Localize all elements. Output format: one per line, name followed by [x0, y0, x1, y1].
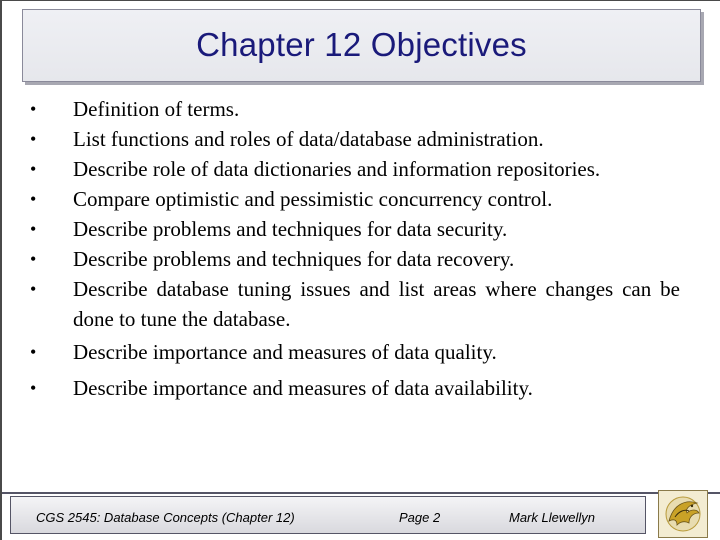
objective-text: Describe role of data dictionaries and information repositories. — [73, 157, 601, 181]
list-item — [30, 337, 680, 367]
objective-text: Describe importance and measures of data availability. — [73, 376, 533, 400]
list-item — [30, 373, 680, 403]
bullet: • — [30, 129, 37, 149]
objective-list — [30, 94, 680, 403]
list-item — [30, 274, 680, 334]
footer-author: Mark Llewellyn — [509, 510, 595, 525]
bullet: • — [30, 378, 37, 398]
objective-text: Describe problems and techniques for data security. — [73, 217, 508, 241]
bullet: • — [30, 342, 37, 362]
list-item — [30, 154, 680, 184]
slide-title: Chapter 12 Objectives — [196, 26, 527, 63]
title-box — [22, 9, 701, 82]
list-item — [30, 94, 680, 124]
objective-text: Describe database tuning issues and list areas where changes can be done to tune the database. — [73, 277, 680, 331]
objective-text: Compare optimistic and pessimistic concurrency control. — [73, 187, 553, 211]
objective-text: Describe importance and measures of data quality. — [73, 340, 497, 364]
ucf-pegasus-logo-icon — [658, 490, 708, 538]
logo-graphic — [659, 491, 707, 537]
footer-rule — [2, 492, 720, 494]
list-item — [30, 214, 680, 244]
bullet: • — [30, 249, 37, 269]
objective-text: Describe problems and techniques for data recovery. — [73, 247, 515, 271]
bullet: • — [30, 189, 37, 209]
bullet: • — [30, 159, 37, 179]
list-item — [30, 124, 680, 154]
bullet: • — [30, 219, 37, 239]
footer-course: CGS 2545: Database Concepts (Chapter 12) — [36, 510, 295, 525]
bullet: • — [30, 279, 37, 299]
list-item — [30, 244, 680, 274]
footer-bar — [10, 496, 646, 534]
list-item — [30, 184, 680, 214]
footer-page-number: Page 2 — [399, 510, 441, 525]
bullet: • — [30, 99, 37, 119]
objective-text: List functions and roles of data/database administration. — [73, 127, 544, 151]
objective-text: Definition of terms. — [73, 97, 240, 121]
